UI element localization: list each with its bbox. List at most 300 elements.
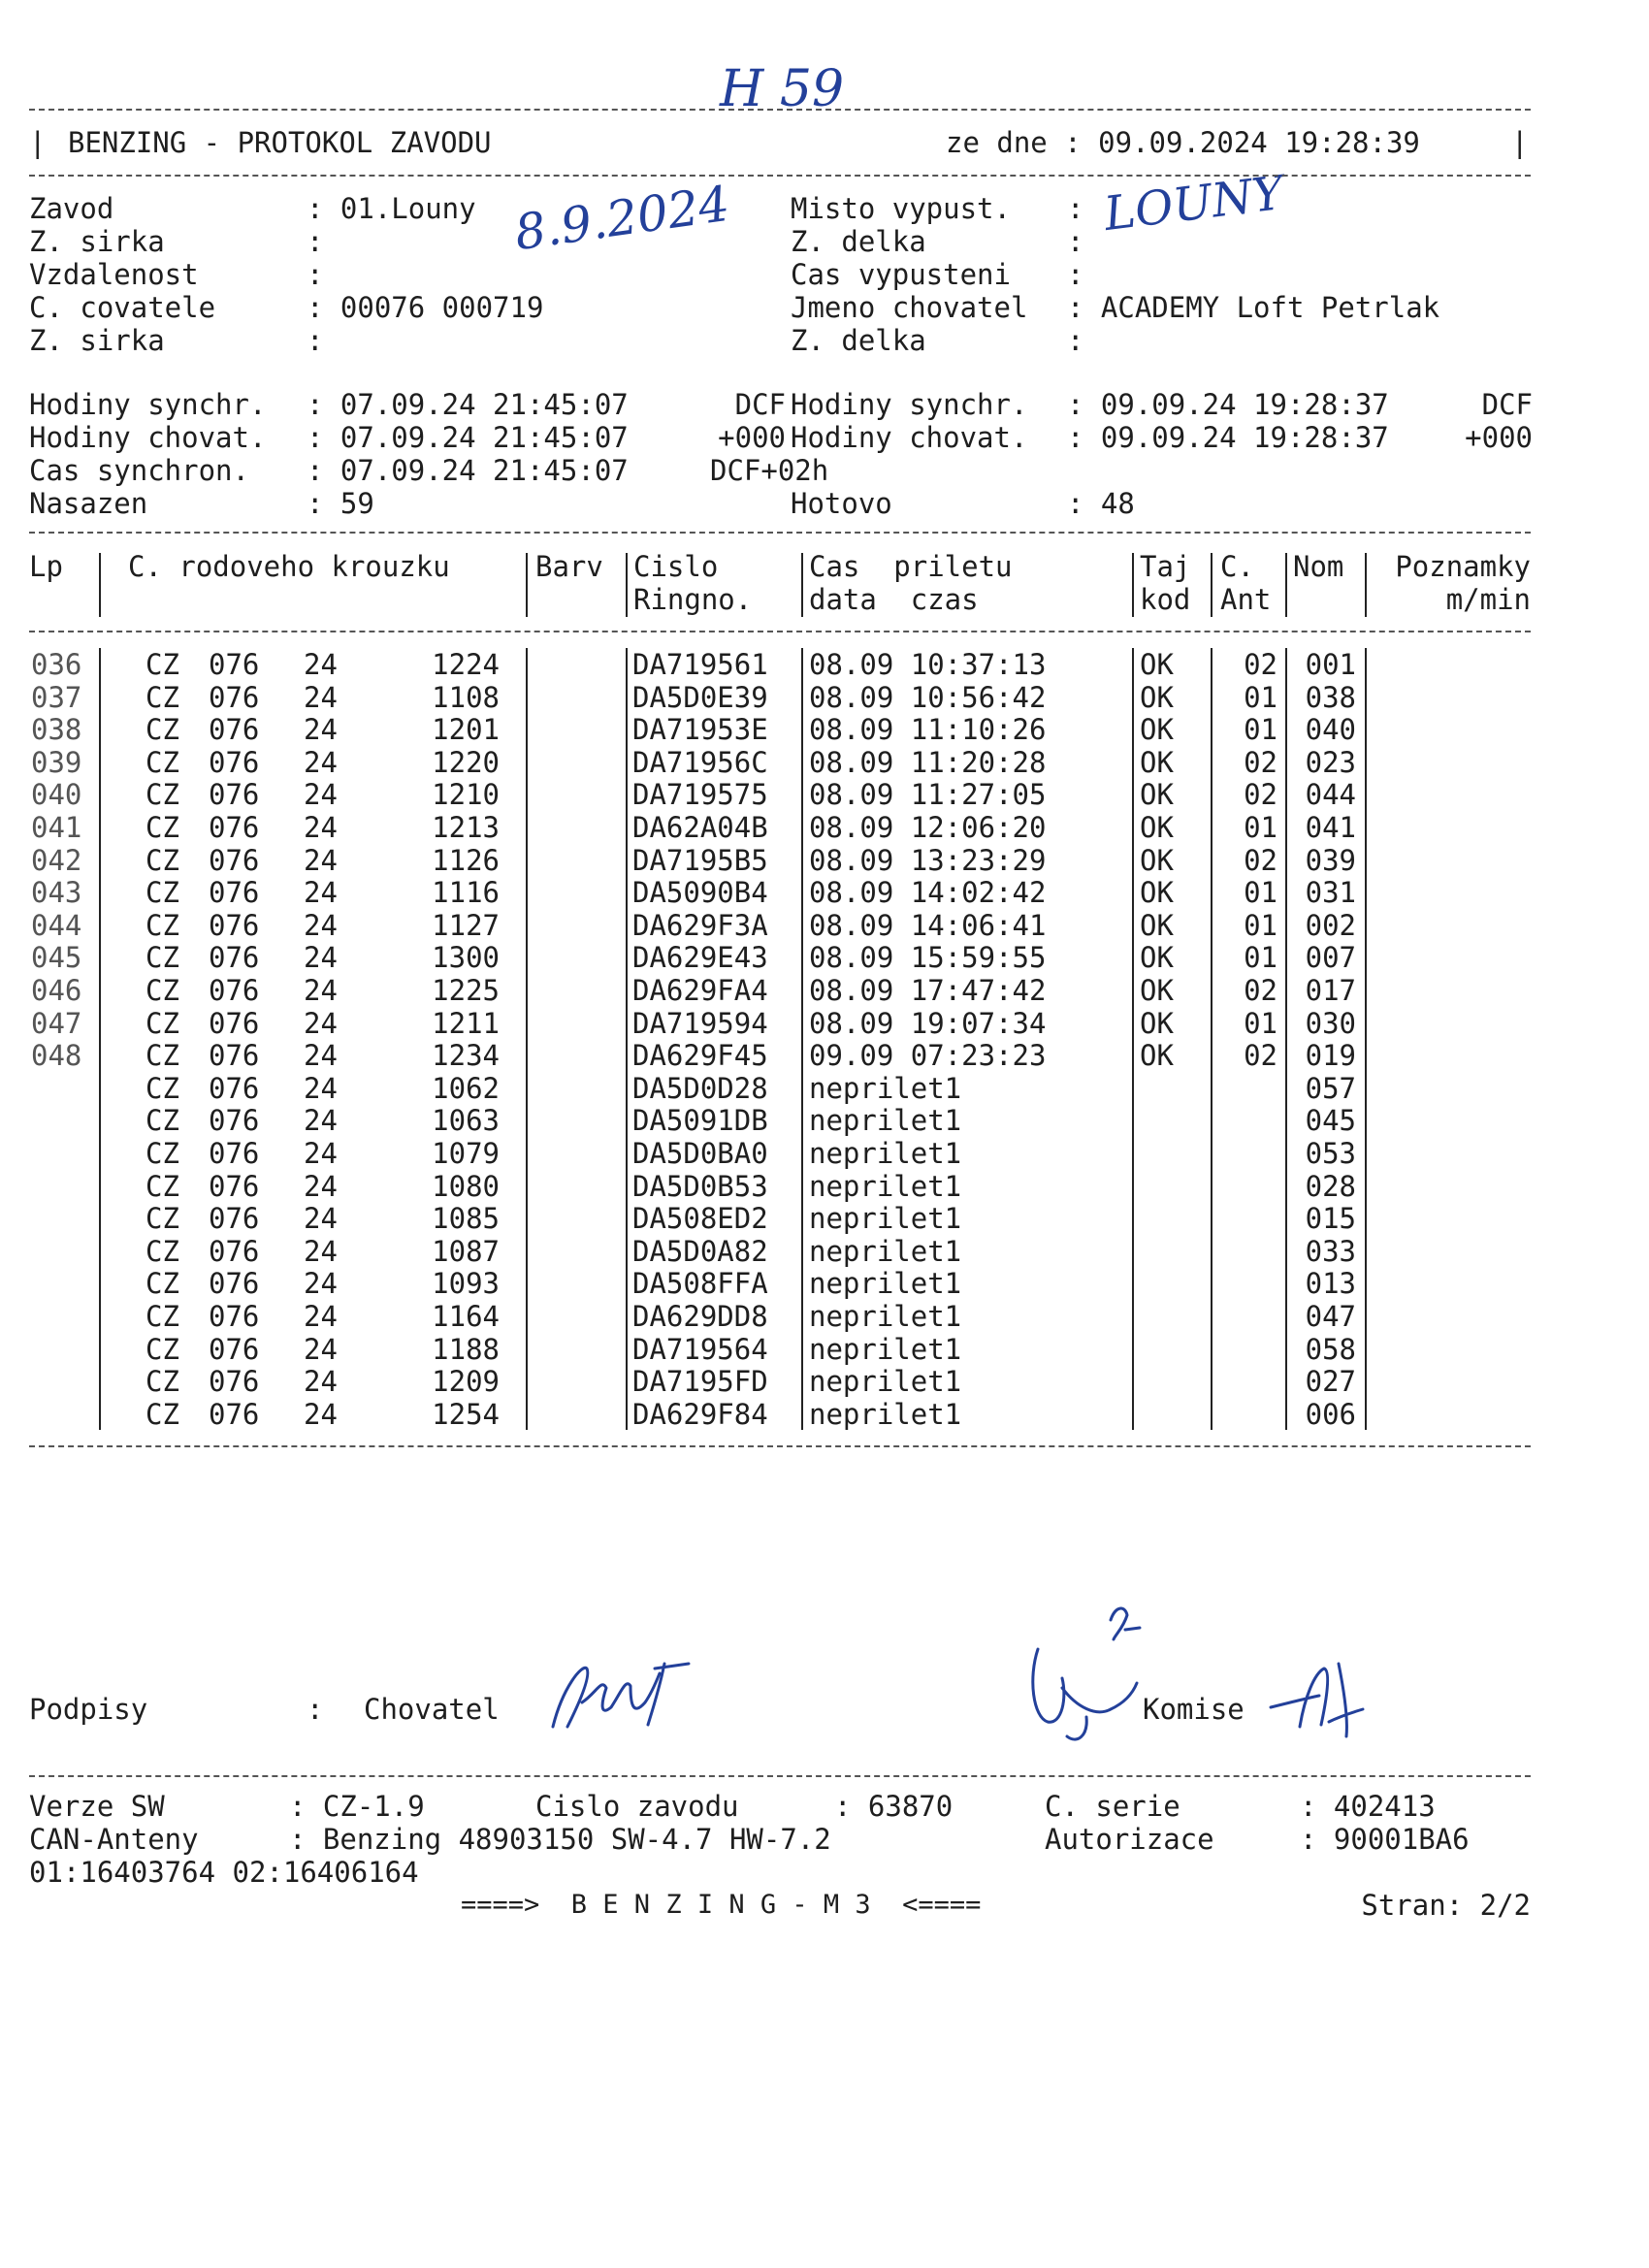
cell-taj: OK — [1140, 713, 1174, 747]
info-colon: : — [1067, 258, 1101, 291]
cell-taj: OK — [1140, 1006, 1174, 1040]
commission-signature-2 — [1261, 1649, 1368, 1746]
cell-yr: 24 — [304, 1234, 338, 1268]
clock-time: 48 — [1100, 487, 1135, 520]
header-nom: Nom — [1293, 550, 1344, 583]
cell-time: neprilet1 — [809, 1397, 962, 1431]
cell-time: 08.09 17:47:42 — [809, 974, 1047, 1007]
cell-lp: 037 — [31, 680, 82, 714]
footer-page-number: Stran: 2/2 — [1361, 1889, 1531, 1922]
info-colon: : — [1067, 192, 1101, 225]
info-label: Vzdalenost — [29, 258, 199, 291]
cell-time: 08.09 10:37:13 — [809, 648, 1047, 681]
header-poznamky: Poznamky — [1395, 550, 1531, 583]
cell-time: neprilet1 — [809, 1169, 962, 1203]
cell-taj: OK — [1140, 974, 1174, 1007]
info-label: C. covatele — [29, 291, 216, 324]
commission-label: Komise — [1143, 1693, 1245, 1726]
cell-cc: CZ — [146, 1365, 179, 1399]
cell-time: 08.09 11:20:28 — [809, 745, 1047, 779]
cell-taj: OK — [1140, 648, 1174, 681]
cell-cc: CZ — [146, 1202, 179, 1236]
info-label: Misto vypust. — [791, 192, 1011, 225]
header-c: C. — [1220, 550, 1254, 583]
cell-num: 1127 — [432, 908, 500, 942]
cell-cc: CZ — [146, 648, 179, 681]
cell-cc: CZ — [146, 1071, 179, 1105]
clock-label: Cas synchron. — [29, 454, 249, 487]
column-separator — [1285, 648, 1287, 1430]
cell-reg: 076 — [209, 648, 260, 681]
cell-yr: 24 — [304, 1267, 338, 1301]
column-separator — [1285, 553, 1287, 617]
footer-auth-label: Autorizace — [1045, 1823, 1214, 1856]
cell-chip: DA629F45 — [632, 1039, 768, 1073]
cell-time: 09.09 07:23:23 — [809, 1039, 1047, 1073]
cell-lp: 045 — [31, 941, 82, 975]
header-right-bar: | — [1511, 126, 1529, 159]
cell-reg: 076 — [209, 1267, 260, 1301]
cell-nom: 058 — [1305, 1332, 1356, 1366]
clock-label: Hodiny chovat. — [791, 421, 1028, 454]
cell-nom: 040 — [1305, 713, 1356, 747]
cell-time: neprilet1 — [809, 1365, 962, 1399]
cell-yr: 24 — [304, 1202, 338, 1236]
cell-yr: 24 — [304, 843, 338, 877]
cell-nom: 031 — [1305, 876, 1356, 910]
cell-time: neprilet1 — [809, 1267, 962, 1301]
cell-cc: CZ — [146, 1267, 179, 1301]
cell-reg: 076 — [209, 1137, 260, 1170]
cell-num: 1079 — [432, 1137, 500, 1170]
cell-nom: 015 — [1305, 1202, 1356, 1236]
column-separator — [1365, 648, 1367, 1430]
cell-yr: 24 — [304, 713, 338, 747]
cell-num: 1220 — [432, 745, 500, 779]
cell-taj: OK — [1140, 1039, 1174, 1073]
cell-chip: DA71956C — [632, 745, 768, 779]
cell-cc: CZ — [146, 680, 179, 714]
cell-chip: DA629FA4 — [632, 974, 768, 1007]
cell-chip: DA5091DB — [632, 1104, 768, 1138]
cell-nom: 013 — [1305, 1267, 1356, 1301]
cell-lp: 044 — [31, 908, 82, 942]
info-label: Zavod — [29, 192, 114, 225]
header-mmin: m/min — [1445, 583, 1531, 616]
cell-taj: OK — [1140, 941, 1174, 975]
cell-reg: 076 — [209, 1006, 260, 1040]
cell-yr: 24 — [304, 1104, 338, 1138]
cell-reg: 076 — [209, 1397, 260, 1431]
cell-chip: DA508FFA — [632, 1267, 768, 1301]
cell-yr: 24 — [304, 1365, 338, 1399]
cell-yr: 24 — [304, 1137, 338, 1170]
cell-yr: 24 — [304, 1071, 338, 1105]
can-value: Benzing 48903150 SW-4.7 HW-7.2 — [322, 1823, 831, 1856]
cell-lp: 043 — [31, 876, 82, 910]
cell-cc: CZ — [146, 778, 179, 812]
breeder-signature — [543, 1649, 698, 1736]
cell-time: 08.09 19:07:34 — [809, 1006, 1047, 1040]
info-row — [791, 258, 1011, 291]
cell-reg: 076 — [209, 908, 260, 942]
clock-value: : 59 — [307, 487, 374, 520]
cell-ant: 01 — [1244, 1006, 1277, 1040]
divider — [29, 175, 1531, 177]
footer-cislo-label: Cislo zavodu — [535, 1790, 739, 1823]
cell-ant: 02 — [1244, 778, 1277, 812]
info-label: Jmeno chovatel — [791, 291, 1028, 324]
breeder-label: Chovatel — [364, 1693, 500, 1726]
cell-lp: 041 — [31, 811, 82, 844]
cell-chip: DA719564 — [632, 1332, 768, 1366]
cell-num: 1085 — [432, 1202, 500, 1236]
header-ant: Ant — [1220, 583, 1272, 616]
cell-chip: DA5D0E39 — [632, 680, 768, 714]
cell-chip: DA5090B4 — [632, 876, 768, 910]
cell-time: neprilet1 — [809, 1202, 962, 1236]
divider — [29, 1775, 1531, 1777]
cell-num: 1108 — [432, 680, 500, 714]
column-separator — [1132, 648, 1134, 1430]
clock-value: : 09.09.24 19:28:37 — [1067, 421, 1389, 454]
footer-serie-label: C. serie — [1045, 1790, 1180, 1823]
handwritten-top-note: H 59 — [720, 60, 845, 118]
cell-cc: CZ — [146, 1234, 179, 1268]
info-row — [791, 192, 1011, 225]
cell-nom: 027 — [1305, 1365, 1356, 1399]
cell-yr: 24 — [304, 974, 338, 1007]
cell-yr: 24 — [304, 908, 338, 942]
cell-nom: 001 — [1305, 648, 1356, 681]
cell-lp: 038 — [31, 713, 82, 747]
info-colon: : — [307, 258, 340, 291]
clock-time: 07.09.24 21:45:07 — [340, 421, 629, 454]
info-row — [29, 192, 113, 225]
cell-time: 08.09 11:27:05 — [809, 778, 1047, 812]
cell-num: 1164 — [432, 1300, 500, 1333]
info-label: Z. sirka — [29, 225, 165, 258]
cell-cc: CZ — [146, 1300, 179, 1333]
cell-cc: CZ — [146, 1169, 179, 1203]
cell-num: 1188 — [432, 1332, 500, 1366]
cell-lp: 039 — [31, 745, 82, 779]
cell-taj: OK — [1140, 876, 1174, 910]
clock-label: Hodiny synchr. — [791, 388, 1028, 421]
info-value: 00076 000719 — [340, 291, 544, 324]
column-separator — [99, 553, 101, 617]
header-taj: Taj — [1140, 550, 1191, 583]
cell-yr: 24 — [304, 1006, 338, 1040]
cell-cc: CZ — [146, 974, 179, 1007]
cell-yr: 24 — [304, 1300, 338, 1333]
cell-num: 1116 — [432, 876, 500, 910]
cell-reg: 076 — [209, 1234, 260, 1268]
cell-cc: CZ — [146, 1006, 179, 1040]
cell-cc: CZ — [146, 1039, 179, 1073]
clock-value: : 07.09.24 21:45:07 — [307, 388, 629, 421]
info-colon: : — [307, 225, 340, 258]
cell-num: 1213 — [432, 811, 500, 844]
info-label: Z. sirka — [29, 324, 165, 357]
cell-chip: DA71953E — [632, 713, 768, 747]
footer-antennas: 01:16403764 02:16406164 — [29, 1856, 419, 1889]
cell-reg: 076 — [209, 1104, 260, 1138]
divider — [29, 109, 1531, 111]
cell-cc: CZ — [146, 843, 179, 877]
info-colon: : 01.Louny — [307, 192, 476, 225]
cell-num: 1300 — [432, 941, 500, 975]
cell-ant: 01 — [1244, 908, 1277, 942]
cell-nom: 047 — [1305, 1300, 1356, 1333]
cell-nom: 019 — [1305, 1039, 1356, 1073]
cell-lp: 047 — [31, 1006, 82, 1040]
cell-ant: 02 — [1244, 974, 1277, 1007]
clock-value: : 09.09.24 19:28:37 — [1067, 388, 1389, 421]
cell-ant: 02 — [1244, 745, 1277, 779]
cell-chip: DA7195FD — [632, 1365, 768, 1399]
header-lp: Lp — [29, 550, 63, 583]
cell-reg: 076 — [209, 1300, 260, 1333]
cell-taj: OK — [1140, 680, 1174, 714]
column-separator — [1211, 648, 1212, 1430]
header-kod: kod — [1140, 583, 1191, 616]
clock-label: Nasazen — [29, 487, 148, 520]
cell-reg: 076 — [209, 1071, 260, 1105]
column-separator — [801, 648, 803, 1430]
info-colon: : ACADEMY Loft Petrlak — [1067, 291, 1440, 324]
cell-num: 1254 — [432, 1397, 500, 1431]
cell-ant: 01 — [1244, 713, 1277, 747]
column-separator — [1211, 553, 1212, 617]
cell-cc: CZ — [146, 1104, 179, 1138]
cell-taj: OK — [1140, 778, 1174, 812]
column-separator — [626, 648, 628, 1430]
date-label: ze dne : 09.09.2024 19:28:39 — [946, 126, 1420, 159]
cislo-value: 63870 — [867, 1790, 954, 1823]
divider — [29, 532, 1531, 534]
cell-cc: CZ — [146, 941, 179, 975]
cell-num: 1225 — [432, 974, 500, 1007]
clock-suffix: DCF — [734, 388, 786, 421]
cell-lp: 046 — [31, 974, 82, 1007]
info-row — [791, 225, 926, 258]
cell-nom: 017 — [1305, 974, 1356, 1007]
cell-ant: 01 — [1244, 876, 1277, 910]
handwritten-release-place: LOUNY — [1101, 165, 1287, 243]
commission-signature-1 — [1018, 1601, 1145, 1746]
clock-time: 07.09.24 21:45:07 — [340, 388, 629, 421]
cell-reg: 076 — [209, 680, 260, 714]
cell-time: 08.09 14:06:41 — [809, 908, 1047, 942]
clock-suffix: DCF+02h — [710, 454, 829, 487]
cell-ant: 02 — [1244, 1039, 1277, 1073]
cell-nom: 006 — [1305, 1397, 1356, 1431]
cell-yr: 24 — [304, 941, 338, 975]
cell-taj: OK — [1140, 908, 1174, 942]
info-colon: : — [307, 324, 340, 357]
cell-ant: 02 — [1244, 648, 1277, 681]
header-barv: Barv — [535, 550, 603, 583]
cell-num: 1234 — [432, 1039, 500, 1073]
column-separator — [1132, 553, 1134, 617]
cell-time: 08.09 13:23:29 — [809, 843, 1047, 877]
verze-value: CZ-1.9 — [322, 1790, 425, 1823]
cell-yr: 24 — [304, 811, 338, 844]
cell-yr: 24 — [304, 876, 338, 910]
info-row — [791, 291, 1027, 324]
cell-num: 1126 — [432, 843, 500, 877]
info-label: Z. delka — [791, 324, 926, 357]
cell-time: neprilet1 — [809, 1104, 962, 1138]
cell-lp: 040 — [31, 778, 82, 812]
cell-nom: 033 — [1305, 1234, 1356, 1268]
cell-nom: 007 — [1305, 941, 1356, 975]
serie-value: 402413 — [1333, 1790, 1436, 1823]
footer-verze-label: Verze SW — [29, 1790, 165, 1823]
cell-nom: 053 — [1305, 1137, 1356, 1170]
cell-nom: 038 — [1305, 680, 1356, 714]
info-label: Z. delka — [791, 225, 926, 258]
clock-label: Hodiny chovat. — [29, 421, 267, 454]
clock-suffix: DCF — [1481, 388, 1533, 421]
clock-suffix: +000 — [718, 421, 786, 454]
cell-num: 1224 — [432, 648, 500, 681]
date-value: 09.09.2024 19:28:39 — [1098, 126, 1420, 159]
cell-time: 08.09 10:56:42 — [809, 680, 1047, 714]
header-cislo: Cislo — [633, 550, 719, 583]
footer-verze-value: : CZ-1.9 — [289, 1790, 425, 1823]
cell-reg: 076 — [209, 843, 260, 877]
document-title: BENZING - PROTOKOL ZAVODU — [68, 126, 492, 159]
header-data-czas: data czas — [809, 583, 979, 616]
cell-chip: DA5D0A82 — [632, 1234, 768, 1268]
info-row — [29, 225, 165, 258]
cell-chip: DA629DD8 — [632, 1300, 768, 1333]
info-label: Cas vypusteni — [791, 258, 1011, 291]
cell-yr: 24 — [304, 778, 338, 812]
cell-reg: 076 — [209, 876, 260, 910]
cell-reg: 076 — [209, 941, 260, 975]
cell-num: 1080 — [432, 1169, 500, 1203]
clock-value: : 07.09.24 21:45:07 — [307, 421, 629, 454]
cell-time: 08.09 12:06:20 — [809, 811, 1047, 844]
cell-reg: 076 — [209, 1332, 260, 1366]
cell-chip: DA719575 — [632, 778, 768, 812]
cell-num: 1063 — [432, 1104, 500, 1138]
info-colon: : — [1067, 324, 1101, 357]
cell-chip: DA629F3A — [632, 908, 768, 942]
cell-cc: CZ — [146, 1332, 179, 1366]
cell-cc: CZ — [146, 876, 179, 910]
cell-chip: DA629E43 — [632, 941, 768, 975]
cell-ant: 02 — [1244, 843, 1277, 877]
header-ringno: Ringno. — [633, 583, 753, 616]
cell-num: 1211 — [432, 1006, 500, 1040]
footer-cislo-value: : 63870 — [834, 1790, 954, 1823]
footer-can-label: CAN-Anteny — [29, 1823, 199, 1856]
cell-chip: DA7195B5 — [632, 843, 768, 877]
cell-num: 1087 — [432, 1234, 500, 1268]
cell-taj: OK — [1140, 811, 1174, 844]
cell-yr: 24 — [304, 648, 338, 681]
cell-chip: DA508ED2 — [632, 1202, 768, 1236]
date-label-text: ze dne — [946, 126, 1048, 159]
cell-time: neprilet1 — [809, 1300, 962, 1333]
cell-yr: 24 — [304, 1169, 338, 1203]
cell-nom: 039 — [1305, 843, 1356, 877]
cell-cc: CZ — [146, 745, 179, 779]
info-value: ACADEMY Loft Petrlak — [1100, 291, 1440, 324]
cell-lp: 042 — [31, 843, 82, 877]
cell-cc: CZ — [146, 1397, 179, 1431]
cell-num: 1201 — [432, 713, 500, 747]
cell-chip: DA719561 — [632, 648, 768, 681]
column-separator — [626, 553, 628, 617]
column-separator — [526, 553, 528, 617]
cell-nom: 045 — [1305, 1104, 1356, 1138]
column-separator — [99, 648, 101, 1430]
column-separator — [526, 648, 528, 1430]
cell-lp: 036 — [31, 648, 82, 681]
header-ring: C. rodoveho krouzku — [128, 550, 450, 583]
cell-ant: 01 — [1244, 680, 1277, 714]
cell-time: neprilet1 — [809, 1071, 962, 1105]
cell-yr: 24 — [304, 745, 338, 779]
clock-suffix: +000 — [1465, 421, 1533, 454]
auth-value: 90001BA6 — [1333, 1823, 1470, 1856]
column-separator — [1365, 553, 1367, 617]
cell-num: 1062 — [432, 1071, 500, 1105]
cell-num: 1209 — [432, 1365, 500, 1399]
cell-reg: 076 — [209, 1365, 260, 1399]
cell-time: neprilet1 — [809, 1234, 962, 1268]
footer-can-value: : Benzing 48903150 SW-4.7 HW-7.2 — [289, 1823, 831, 1856]
cell-cc: CZ — [146, 811, 179, 844]
cell-reg: 076 — [209, 1039, 260, 1073]
cell-nom: 023 — [1305, 745, 1356, 779]
cell-yr: 24 — [304, 1397, 338, 1431]
footer-auth-value: : 90001BA6 — [1300, 1823, 1470, 1856]
cell-time: neprilet1 — [809, 1137, 962, 1170]
cell-time: 08.09 14:02:42 — [809, 876, 1047, 910]
info-colon: : 00076 000719 — [307, 291, 544, 324]
cell-reg: 076 — [209, 713, 260, 747]
cell-nom: 057 — [1305, 1071, 1356, 1105]
cell-time: neprilet1 — [809, 1332, 962, 1366]
cell-lp: 048 — [31, 1039, 82, 1073]
cell-chip: DA5D0BA0 — [632, 1137, 768, 1170]
footer-brand-line: ====> B E N Z I N G - M 3 <==== — [461, 1890, 982, 1920]
cell-reg: 076 — [209, 1169, 260, 1203]
cell-time: 08.09 11:10:26 — [809, 713, 1047, 747]
cell-yr: 24 — [304, 1039, 338, 1073]
clock-value: : 07.09.24 21:45:07 — [307, 454, 629, 487]
signatures-colon: : — [307, 1693, 324, 1726]
header-left-bar: | — [29, 126, 47, 159]
info-value: 01.Louny — [340, 192, 476, 225]
cell-reg: 076 — [209, 811, 260, 844]
info-colon: : — [1067, 225, 1101, 258]
cell-yr: 24 — [304, 1332, 338, 1366]
clock-time: 09.09.24 19:28:37 — [1100, 421, 1389, 454]
info-row — [29, 291, 215, 324]
cell-nom: 044 — [1305, 778, 1356, 812]
info-row — [791, 324, 926, 357]
divider — [29, 1445, 1531, 1447]
signatures-label: Podpisy — [29, 1693, 148, 1726]
header-cas: Cas priletu — [809, 550, 1013, 583]
